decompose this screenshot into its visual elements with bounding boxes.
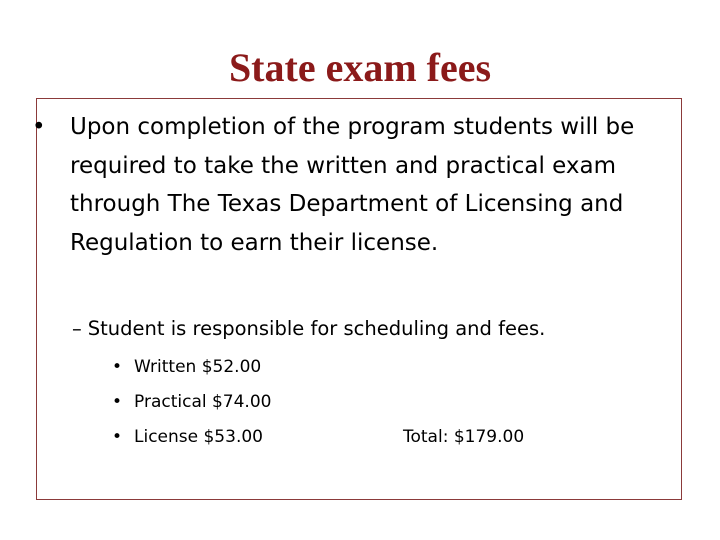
bullet-marker: • [112,427,123,447]
fee-text: Written $52.00 [134,357,262,377]
fee-item-practical [112,385,412,420]
fee-item-license [112,420,412,455]
bullet-marker: • [112,357,123,377]
fee-list [112,350,412,455]
fee-text: License $53.00 [134,427,263,447]
fee-total: Total: $179.00 [403,427,525,447]
main-bullet-text: Upon completion of the program students will be required to take the written and practical exam through The Texas Department of Licensing and Regulation to earn their license. [70,114,635,256]
fee-text: Practical $74.00 [134,392,272,412]
main-bullet [32,108,672,262]
slide-title: State exam fees [228,45,492,90]
sub-bullet [72,311,672,347]
bullet-marker: • [32,114,46,140]
fee-item-written [112,350,412,385]
dash-marker: – [72,317,82,340]
bullet-marker: • [112,392,123,412]
sub-bullet-text: Student is responsible for scheduling and fees. [87,317,546,340]
